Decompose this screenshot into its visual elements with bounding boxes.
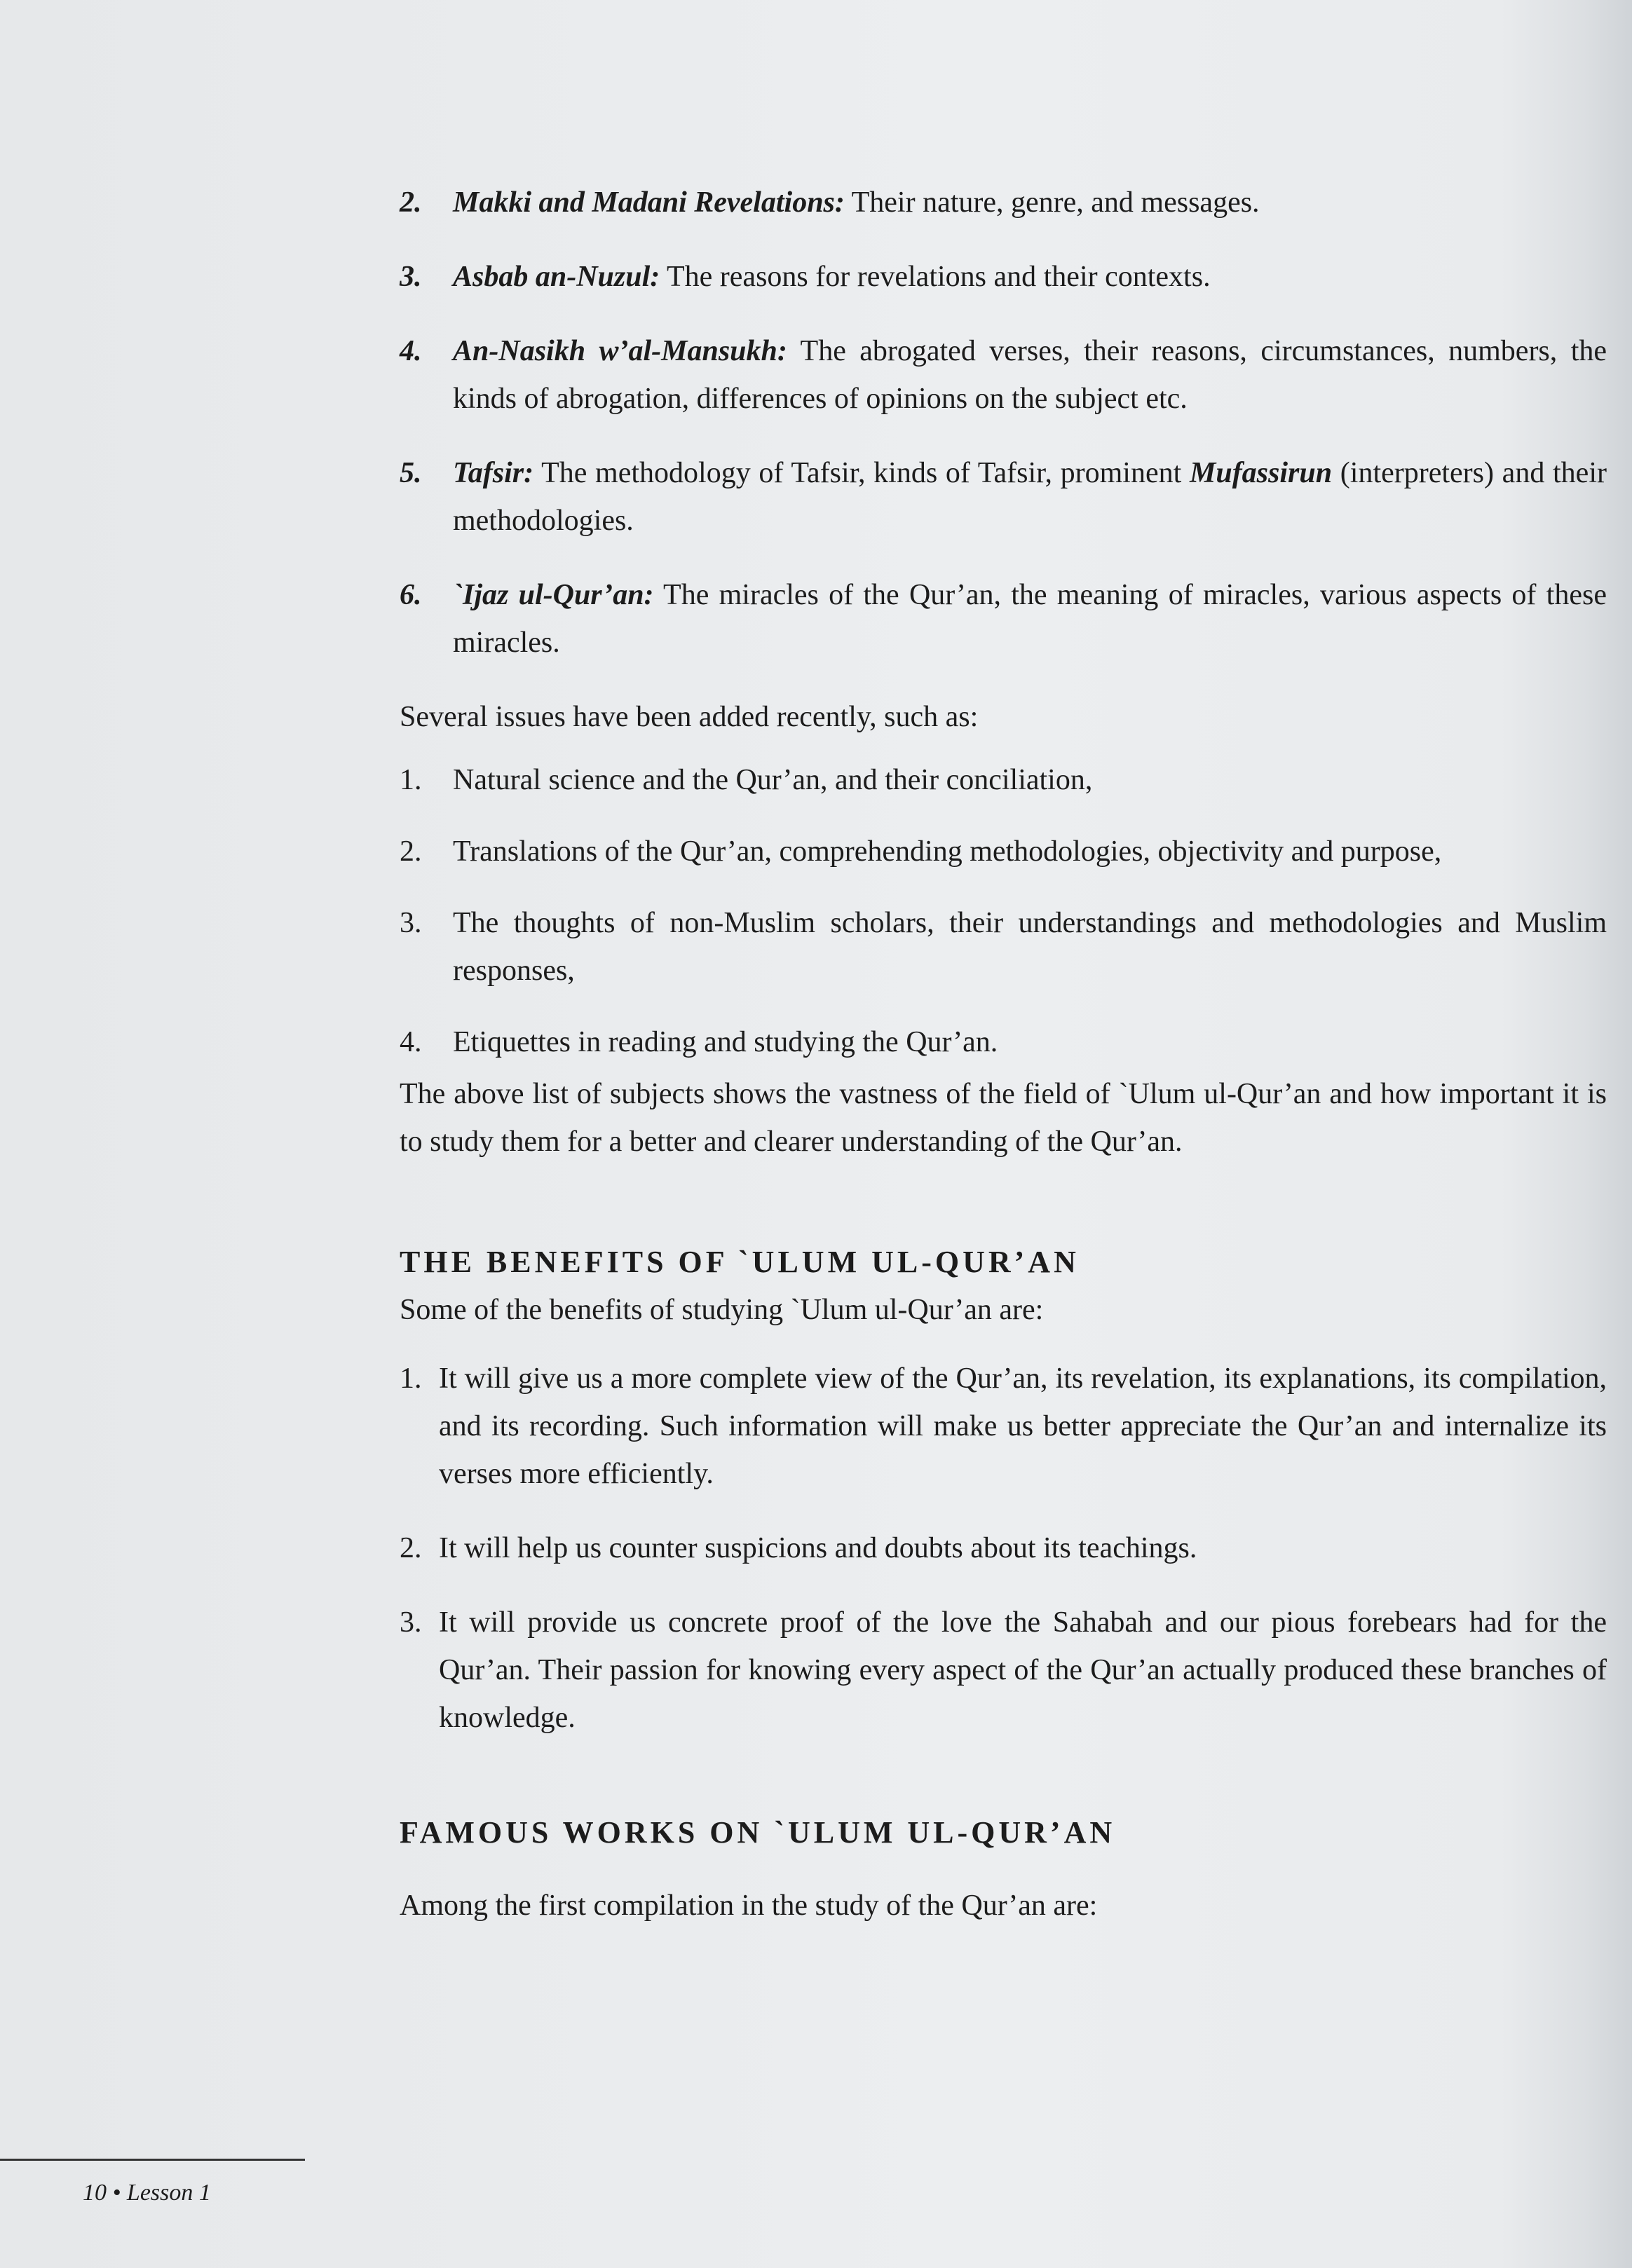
item-text: It will help us counter suspicions and doubts about its teachings. [439, 1532, 1197, 1564]
item-desc: The reasons for revelations and their contexts. [660, 261, 1211, 293]
item-number: 3. [400, 1606, 422, 1639]
issues-intro: Several issues have been added recently, such as: [400, 701, 979, 733]
item-term: An-Nasikh w’al-Mansukh: [453, 335, 787, 367]
item-text: Etiquettes in reading and studying the Qur’an. [453, 1026, 998, 1058]
page-footer [83, 2180, 211, 2206]
item-term: Makki and Madani Revelations: [453, 186, 845, 219]
footer-divider [0, 2159, 305, 2161]
item-number: 2. [400, 835, 422, 868]
summary-paragraph: The above list of subjects shows the vastness of the field of `Ulum ul-Qur’an and how important it is to study them for a better and clearer understanding of the Qur’an. [400, 1078, 1607, 1158]
item-number: 1. [400, 1362, 422, 1395]
footer-separator: • [107, 2180, 127, 2206]
list-item [400, 253, 1607, 301]
list-item [400, 828, 1607, 875]
benefits-list [400, 1355, 1607, 1742]
item-text: Translations of the Qur’an, comprehending methodologies, objectivity and purpose, [453, 835, 1442, 868]
benefits-intro: Some of the benefits of studying `Ulum ul-Qur’an are: [400, 1294, 1044, 1326]
item-text: It will provide us concrete proof of the love the Sahabah and our pious forebears had for the Qur’an. Their passion for knowing every aspect of the Qur’an actually produced these branches of knowledge. [439, 1606, 1607, 1734]
item-number: 2. [400, 1532, 422, 1564]
issues-list [400, 756, 1607, 1066]
item-number: 2. [400, 186, 422, 219]
list-item [400, 899, 1607, 995]
item-desc: The abrogated verses, their reasons, circumstances, numbers, the kinds of abrogation, differences of opinions on the subject etc. [453, 335, 1607, 415]
item-number: 4. [400, 335, 422, 367]
item-text: The thoughts of non-Muslim scholars, their understandings and methodologies and Muslim responses, [453, 907, 1607, 987]
famous-works-intro: Among the first compilation in the study of the Qur’an are: [400, 1890, 1098, 1922]
page-content [400, 179, 1607, 1929]
list-item [400, 571, 1607, 667]
item-number: 5. [400, 457, 422, 489]
list-item [400, 1599, 1607, 1742]
item-text: It will give us a more complete view of the Qur’an, its revelation, its explanations, its compilation, and its recording. Such information will make us better appreciate the Qur’an and internalize its verses more efficiently. [439, 1362, 1607, 1490]
item-number: 1. [400, 764, 422, 796]
item-desc: The methodology of Tafsir, kinds of Tafsir, prominent [533, 457, 1190, 489]
list-item [400, 756, 1607, 804]
item-number: 3. [400, 261, 422, 293]
list-item [400, 1018, 1607, 1066]
item-number: 3. [400, 907, 422, 939]
item-desc-2: (interpreters) and their methodologies. [453, 457, 1607, 537]
topics-list [400, 179, 1607, 667]
list-item [400, 179, 1607, 226]
item-term: `Ijaz ul-Qur’an: [453, 579, 654, 611]
item-desc: Their nature, genre, and messages. [844, 186, 1260, 219]
list-item [400, 1355, 1607, 1498]
benefits-heading: THE BENEFITS OF `ULUM UL-QUR’AN [400, 1245, 1080, 1279]
item-term: Asbab an-Nuzul: [453, 261, 660, 293]
famous-works-heading: FAMOUS WORKS ON `ULUM UL-QUR’AN [400, 1815, 1116, 1850]
item-number: 6. [400, 579, 422, 611]
item-number: 4. [400, 1026, 422, 1058]
item-desc: The miracles of the Qur’an, the meaning of miracles, various aspects of these miracles. [453, 579, 1607, 659]
item-text: Natural science and the Qur’an, and their conciliation, [453, 764, 1093, 796]
list-item [400, 1524, 1607, 1572]
lesson-label: Lesson 1 [126, 2180, 211, 2206]
item-term: Tafsir: [453, 457, 534, 489]
page-number: 10 [83, 2180, 107, 2206]
item-term-2: Mufassirun [1189, 457, 1333, 489]
list-item [400, 449, 1607, 545]
list-item [400, 327, 1607, 423]
